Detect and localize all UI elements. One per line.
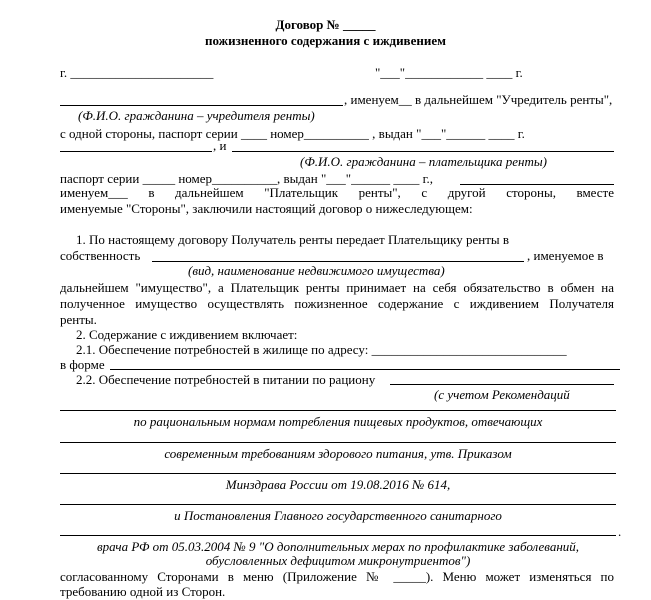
party2-passport: паспорт серии _____ номер__________, выдан "___"______ ____ г., bbox=[60, 171, 433, 186]
menu-line1: согласованному Сторонами в меню (Приложение № _____). Меню может изменяться по bbox=[60, 569, 614, 584]
ration-blank-6 bbox=[60, 535, 616, 536]
clause1-line3: дальнейшем "имущество", а Плательщик ренты принимает на себя обязательство в обмен на bbox=[60, 280, 614, 295]
party1-and: , и bbox=[213, 138, 227, 153]
clause22-line1: 2.2. Обеспечение потребностей в питании по рациону bbox=[76, 372, 376, 387]
party1-issued-blank bbox=[60, 151, 212, 152]
clause21-line2: в форме bbox=[60, 357, 105, 372]
clause1-line4: полученное имущество осуществлять пожизненное содержание с иждивением Получателя bbox=[60, 296, 614, 311]
clause1-line2-end: , именуемое в bbox=[527, 248, 604, 263]
ration-blank-4 bbox=[60, 473, 616, 474]
ration-caption3: современным требованиям здорового питания, утв. Приказом bbox=[164, 446, 512, 461]
ration-blank-2 bbox=[60, 410, 616, 411]
ration-caption4: Минздрава России от 19.08.2016 № 614, bbox=[225, 477, 451, 492]
housing-form-blank bbox=[110, 369, 620, 370]
date-line: "___"____________ ____ г. bbox=[375, 65, 523, 80]
party2-named: именуем___ в дальнейшем "Плательщик ренты", с другой стороны, вместе bbox=[60, 185, 614, 200]
party1-named-text: , именуем__ в дальнейшем "Учредитель ренты", bbox=[344, 92, 613, 107]
party2-name-blank bbox=[232, 151, 614, 152]
party1-name-blank bbox=[60, 105, 343, 106]
parties-together: именуемые "Стороны", заключили настоящий договор о нижеследующем: bbox=[60, 201, 473, 216]
ration-caption2: по рациональным нормам потребления пищевых продуктов, отвечающих bbox=[133, 414, 543, 429]
party1-passport: с одной стороны, паспорт серии ____ номер__________ , выдан "___"______ ____ г. bbox=[60, 126, 525, 141]
clause1-line1: 1. По настоящему договору Получатель ренты передает Плательщику ренты в bbox=[76, 232, 510, 247]
clause1-line5: ренты. bbox=[60, 312, 97, 327]
ration-caption5: и Постановления Главного государственного санитарного bbox=[174, 508, 502, 523]
ration-caption6: врача РФ от 05.03.2004 № 9 "О дополнительных мерах по профилактике заболеваний, bbox=[96, 539, 580, 554]
party1-caption: (Ф.И.О. гражданина – учредителя ренты) bbox=[78, 108, 315, 123]
ration-caption7: обусловленных дефицитом микронутриентов") bbox=[205, 553, 471, 568]
clause1-line2-start: собственность bbox=[60, 248, 141, 263]
menu-line2: требованию одной из Сторон. bbox=[60, 584, 226, 599]
clause21-line1: 2.1. Обеспечение потребностей в жилище по адресу: ______________________________ bbox=[76, 342, 567, 357]
ration-blank-5 bbox=[60, 504, 616, 505]
city-line: г. ______________________ bbox=[60, 65, 214, 80]
ration-blank-3 bbox=[60, 442, 616, 443]
contract-title: Договор № _____ bbox=[275, 17, 376, 32]
ration-blank bbox=[390, 384, 614, 385]
ration-caption1: (с учетом Рекомендаций bbox=[434, 387, 570, 402]
property-caption: (вид, наименование недвижимого имущества) bbox=[188, 263, 445, 278]
property-blank bbox=[152, 261, 524, 262]
contract-subtitle: пожизненного содержания с иждивением bbox=[205, 33, 446, 48]
ration-blank-6-dot: . bbox=[618, 524, 622, 539]
party2-caption: (Ф.И.О. гражданина – плательщика ренты) bbox=[300, 154, 548, 169]
clause2-line1: 2. Содержание с иждивением включает: bbox=[76, 327, 298, 342]
